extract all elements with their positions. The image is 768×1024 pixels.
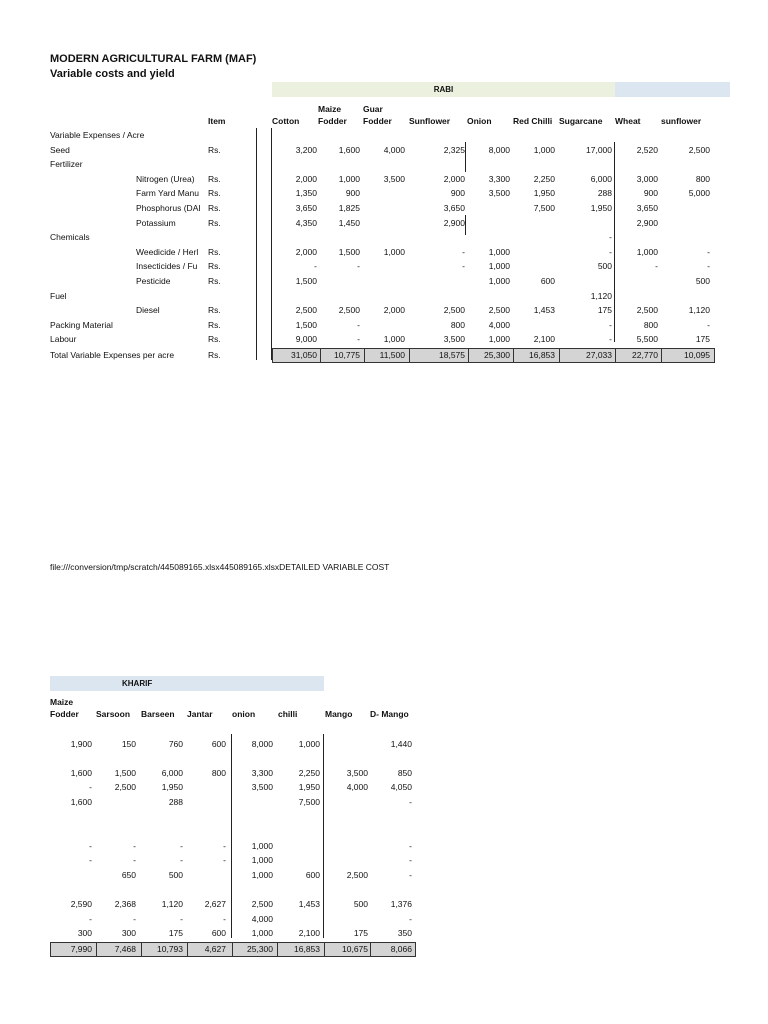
- rabi-col-header: Sunflower: [409, 116, 451, 126]
- kharif-cell: 3,500: [346, 767, 368, 778]
- rabi-cell: 2,500: [338, 305, 360, 316]
- rabi-cell: -: [357, 319, 360, 330]
- rabi-item-header: Item: [208, 116, 226, 126]
- file-path-footer: file:///conversion/tmp/scratch/445089165.xlsx445089165.xlsxDETAILED VARIABLE COST: [50, 562, 390, 572]
- rabi-cell: 2,000: [295, 173, 317, 184]
- kharif-cell: 1,600: [70, 797, 92, 807]
- rabi-cell: 2,500: [295, 305, 317, 316]
- rabi-cell: 1,000: [636, 246, 658, 257]
- rabi-total-cell: 10,775: [334, 350, 360, 360]
- rabi-cell: 4,000: [488, 319, 510, 330]
- rabi-cell: 6,000: [590, 173, 612, 184]
- kharif-cell: -: [409, 797, 412, 807]
- rabi-rule: [271, 128, 272, 360]
- rabi-cell: 2,900: [443, 217, 465, 228]
- rabi-cell: 1,000: [488, 334, 510, 345]
- rabi-cell: 3,500: [383, 173, 405, 184]
- rabi-cell: -: [314, 261, 317, 272]
- rabi-cell: 2,520: [636, 144, 658, 155]
- rabi-cell: -: [707, 319, 710, 330]
- rabi-cell: 3,500: [443, 334, 465, 345]
- rabi-cell: 1,450: [338, 217, 360, 228]
- rabi-cell: 1,500: [338, 246, 360, 257]
- rabi-cell: 1,000: [488, 246, 510, 257]
- rabi-cell: -: [357, 261, 360, 272]
- kharif-total-cell: 10,793: [157, 944, 183, 954]
- rabi-row-label: Chemicals: [50, 232, 90, 243]
- kharif-cell: 3,500: [251, 782, 273, 793]
- rabi-cell: -: [707, 246, 710, 257]
- rabi-row-sublabel: Insecticides / Fu: [136, 261, 198, 272]
- rabi-col-header: Onion: [467, 116, 492, 126]
- kharif-cell: 1,120: [161, 899, 183, 910]
- kharif-cell: -: [223, 913, 226, 924]
- rabi-row-sublabel: Phosphorus (DAI: [136, 203, 201, 213]
- rabi-cell: 1,950: [533, 188, 555, 199]
- kharif-cell: 175: [168, 928, 183, 939]
- rabi-rule: [256, 128, 257, 360]
- rabi-cell: 2,250: [533, 173, 555, 184]
- rabi-col-header: Cotton: [272, 116, 300, 126]
- kharif-cell: 760: [168, 738, 183, 749]
- kharif-cell: 7,500: [298, 797, 320, 807]
- kharif-col-header-l1: Maize: [50, 697, 74, 707]
- rabi-row-unit: Rs.: [208, 144, 221, 155]
- kharif-cell: 150: [121, 738, 136, 749]
- rabi-cell: 2,500: [488, 305, 510, 316]
- rabi-cell: 900: [643, 188, 658, 199]
- rabi-cell: 1,000: [533, 144, 555, 155]
- rabi-row-unit: Rs.: [208, 217, 221, 228]
- rabi-col-header: Fodder: [363, 116, 392, 126]
- kharif-cell: 1,440: [390, 738, 412, 749]
- kharif-cell: -: [180, 840, 183, 851]
- rabi-cell: -: [609, 319, 612, 330]
- kharif-cell: -: [180, 855, 183, 866]
- kharif-cell: 2,500: [114, 782, 136, 793]
- kharif-total-cell: 16,853: [294, 944, 320, 954]
- rabi-cell: 1,000: [488, 276, 510, 286]
- rabi-row-unit: Rs.: [208, 173, 221, 184]
- rabi-cell: 3,650: [636, 203, 658, 213]
- kharif-cell: -: [133, 913, 136, 924]
- rabi-cell: 5,500: [636, 334, 658, 345]
- rabi-cell: 3,200: [295, 144, 317, 155]
- kharif-cell: 2,368: [114, 899, 136, 910]
- rabi-cell: 2,325: [443, 144, 465, 155]
- kharif-col-header: Barseen: [141, 709, 175, 719]
- kharif-band: KHARIF: [50, 676, 324, 691]
- rabi-total-cell: 18,575: [439, 350, 465, 360]
- kharif-cell: 1,000: [298, 738, 320, 749]
- rabi-cell: 2,500: [688, 144, 710, 155]
- rabi-col-header-l1: Guar: [363, 104, 383, 114]
- rabi-cell: 1,000: [338, 173, 360, 184]
- rabi-cell: 7,500: [533, 203, 555, 213]
- rabi-col-header: Wheat: [615, 116, 641, 126]
- kharif-cell: -: [409, 840, 412, 851]
- rabi-col-header: Red Chilli: [513, 116, 553, 126]
- rabi-cell: 4,350: [295, 217, 317, 228]
- rabi-cell: -: [462, 246, 465, 257]
- rabi-cell: 175: [695, 334, 710, 345]
- kharif-cell: 2,500: [346, 870, 368, 880]
- rabi-row-unit: Rs.: [208, 246, 221, 257]
- rabi-cell: 1,120: [590, 290, 612, 301]
- rabi-cell: -: [357, 334, 360, 345]
- rabi-cell: 1,000: [383, 334, 405, 345]
- rabi-col-header-l1: Maize: [318, 104, 342, 114]
- kharif-cell: 600: [211, 928, 226, 939]
- kharif-cell: 3,300: [251, 767, 273, 778]
- rabi-row-sublabel: Nitrogen (Urea): [136, 173, 195, 184]
- kharif-cell: 6,000: [161, 767, 183, 778]
- rabi-cell: 1,350: [295, 188, 317, 199]
- page-title: MODERN AGRICULTURAL FARM (MAF): [50, 53, 257, 65]
- rabi-total-cell: 22,770: [632, 350, 658, 360]
- kharif-cell: 4,000: [346, 782, 368, 793]
- rabi-cell: 2,000: [383, 305, 405, 316]
- rabi-cell: -: [462, 261, 465, 272]
- kharif-cell: 1,000: [251, 840, 273, 851]
- rabi-total-cell: 11,500: [379, 350, 405, 360]
- rabi-row-label: Fertilizer: [50, 159, 83, 170]
- rabi-row-unit: Rs.: [208, 203, 221, 213]
- rabi-cell: -: [609, 232, 612, 243]
- rabi-cell: 3,650: [443, 203, 465, 213]
- rabi-cell: 9,000: [295, 334, 317, 345]
- kharif-cell: -: [223, 855, 226, 866]
- rabi-cell: 1,000: [488, 261, 510, 272]
- kharif-cell: 350: [397, 928, 412, 939]
- rabi-rule: [465, 215, 466, 235]
- rabi-cell: -: [707, 261, 710, 272]
- rabi-row-sublabel: Farm Yard Manu: [136, 188, 199, 199]
- kharif-rule: [231, 734, 232, 938]
- rabi-cell: 1,600: [338, 144, 360, 155]
- kharif-total-cell: 8,066: [390, 944, 412, 954]
- kharif-cell: 850: [397, 767, 412, 778]
- kharif-col-header: Fodder: [50, 709, 79, 719]
- kharif-cell: 600: [305, 870, 320, 880]
- kharif-cell: 500: [168, 870, 183, 880]
- kharif-cell: -: [133, 840, 136, 851]
- kharif-cell: 8,000: [251, 738, 273, 749]
- kharif-cell: 175: [353, 928, 368, 939]
- rabi-cell: -: [655, 261, 658, 272]
- rabi-cell: 3,300: [488, 173, 510, 184]
- rabi-cell: 1,500: [295, 319, 317, 330]
- rabi-row-unit: Rs.: [208, 188, 221, 199]
- kharif-rule: [323, 734, 324, 938]
- rabi-band: RABI: [272, 82, 615, 97]
- rabi-total-cell: 16,853: [529, 350, 555, 360]
- kharif-cell: 1,000: [251, 855, 273, 866]
- rabi-cell: 800: [695, 173, 710, 184]
- rabi-cell: 1,120: [688, 305, 710, 316]
- rabi-cell: 2,500: [636, 305, 658, 316]
- rabi-rule: [614, 142, 615, 342]
- kharif-cell: 1,950: [298, 782, 320, 793]
- kharif-cell: -: [89, 782, 92, 793]
- kharif-total-cell: 4,627: [204, 944, 226, 954]
- rabi-row-sublabel: Diesel: [136, 305, 160, 316]
- rabi-cell: 8,000: [488, 144, 510, 155]
- kharif-cell: 500: [353, 899, 368, 910]
- kharif-cell: 4,050: [390, 782, 412, 793]
- rabi-total-divider: [661, 349, 662, 362]
- kharif-col-header: onion: [232, 709, 256, 719]
- kharif-cell: 4,000: [251, 913, 273, 924]
- kharif-cell: -: [89, 840, 92, 851]
- kharif-cell: 2,250: [298, 767, 320, 778]
- rabi-total-unit: Rs.: [208, 350, 221, 360]
- rabi-cell: 2,000: [295, 246, 317, 257]
- rabi-col-header: Fodder: [318, 116, 347, 126]
- rabi-total-cell: 31,050: [291, 350, 317, 360]
- rabi-cell: 500: [597, 261, 612, 272]
- kharif-cell: -: [409, 870, 412, 880]
- kharif-cell: 1,500: [114, 767, 136, 778]
- kharif-total-cell: 7,990: [70, 944, 92, 954]
- rabi-cell: 800: [643, 319, 658, 330]
- kharif-cell: 1,950: [161, 782, 183, 793]
- kharif-cell: 2,100: [298, 928, 320, 939]
- kharif-cell: 1,900: [70, 738, 92, 749]
- rabi-cell: 500: [695, 276, 710, 286]
- rabi-row-label: Seed: [50, 144, 70, 155]
- kharif-cell: -: [409, 855, 412, 866]
- rabi-row-sublabel: Potassium: [136, 217, 176, 228]
- rabi-row-label: Packing Material: [50, 319, 113, 330]
- rabi-total-cell: 25,300: [484, 350, 510, 360]
- rabi-total-cell: 27,033: [586, 350, 612, 360]
- kharif-total-cell: 25,300: [247, 944, 273, 954]
- rabi-total-divider: [409, 349, 410, 362]
- kharif-cell: 600: [211, 738, 226, 749]
- page-subtitle: Variable costs and yield: [50, 68, 175, 80]
- rabi-cell: 17,000: [586, 144, 612, 155]
- rabi-cell: 1,000: [383, 246, 405, 257]
- rabi-row-sublabel: Weedicide / Herl: [136, 246, 199, 257]
- rabi-cell: 2,000: [443, 173, 465, 184]
- kharif-cell: 1,600: [70, 767, 92, 778]
- rabi-cell: 3,500: [488, 188, 510, 199]
- kharif-total-cell: 10,675: [342, 944, 368, 954]
- kharif-col-header: chilli: [278, 709, 298, 719]
- rabi-cell: 288: [597, 188, 612, 199]
- kharif-cell: -: [133, 855, 136, 866]
- kharif-cell: 1,453: [298, 899, 320, 910]
- kharif-col-header: Sarsoon: [96, 709, 131, 719]
- rabi-cell: 3,000: [636, 173, 658, 184]
- rabi-cell: 2,900: [636, 217, 658, 228]
- kharif-cell: 650: [121, 870, 136, 880]
- rabi-row-unit: Rs.: [208, 319, 221, 330]
- kharif-cell: 300: [121, 928, 136, 939]
- rabi-cell: 2,100: [533, 334, 555, 345]
- rabi-cell: 175: [597, 305, 612, 316]
- rabi-cell: -: [609, 246, 612, 257]
- kharif-col-header: Mango: [325, 709, 353, 719]
- kharif-cell: 300: [77, 928, 92, 939]
- kharif-total-cell: 7,468: [114, 944, 136, 954]
- rabi-cell: -: [609, 334, 612, 345]
- kharif-cell: 2,500: [251, 899, 273, 910]
- rabi-cell: 600: [540, 276, 555, 286]
- kharif-cell: 2,590: [70, 899, 92, 910]
- rabi-row-sublabel: Pesticide: [136, 276, 171, 286]
- rabi-row-unit: Rs.: [208, 305, 221, 316]
- rabi-cell: 2,500: [443, 305, 465, 316]
- rabi-cell: 900: [345, 188, 360, 199]
- kharif-cell: -: [89, 913, 92, 924]
- rabi-row-label: Variable Expenses / Acre: [50, 130, 145, 140]
- kharif-cell: 1,376: [390, 899, 412, 910]
- kharif-cell: 288: [168, 797, 183, 807]
- kharif-col-header: Jantar: [187, 709, 213, 719]
- rabi-cell: 5,000: [688, 188, 710, 199]
- rabi-total-divider: [559, 349, 560, 362]
- rabi-cell: 1,500: [295, 276, 317, 286]
- rabi-row-label: Labour: [50, 334, 77, 345]
- kharif-cell: -: [409, 913, 412, 924]
- kharif-cell: -: [180, 913, 183, 924]
- rabi-cell: 3,650: [295, 203, 317, 213]
- rabi-row-unit: Rs.: [208, 261, 221, 272]
- kharif-cell: -: [89, 855, 92, 866]
- rabi-total-cell: 10,095: [684, 350, 710, 360]
- rabi-cell: 1,950: [590, 203, 612, 213]
- rabi-cell: 900: [450, 188, 465, 199]
- rabi-cell: 1,825: [338, 203, 360, 213]
- kharif-cell: 1,000: [251, 870, 273, 880]
- kharif-cell: 2,627: [204, 899, 226, 910]
- rabi-col-header: sunflower: [661, 116, 702, 126]
- rabi-row-label: Fuel: [50, 290, 67, 301]
- rabi-cell: 800: [450, 319, 465, 330]
- rabi-band-extra: [615, 82, 730, 97]
- kharif-cell: 1,000: [251, 928, 273, 939]
- rabi-rule: [465, 142, 466, 172]
- kharif-cell: 800: [211, 767, 226, 778]
- rabi-cell: 1,453: [533, 305, 555, 316]
- rabi-total-label: Total Variable Expenses per acre: [50, 350, 175, 360]
- kharif-col-header: D- Mango: [370, 709, 409, 719]
- rabi-row-unit: Rs.: [208, 276, 221, 286]
- rabi-cell: 4,000: [383, 144, 405, 155]
- rabi-row-unit: Rs.: [208, 334, 221, 345]
- kharif-cell: -: [223, 840, 226, 851]
- rabi-col-header: Sugarcane: [559, 116, 603, 126]
